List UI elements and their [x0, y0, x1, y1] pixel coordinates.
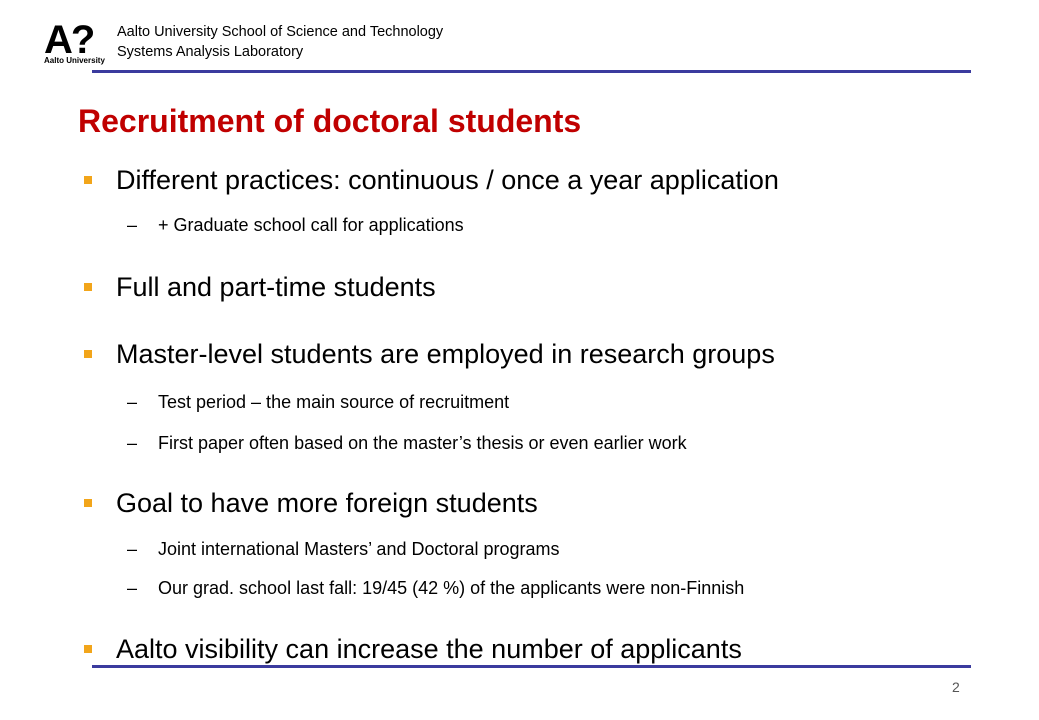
dash-marker: –	[127, 215, 138, 235]
bottom-divider	[92, 665, 971, 668]
slide-title: Recruitment of doctoral students	[78, 103, 582, 139]
bullet-square-icon	[84, 499, 92, 507]
dash-marker: –	[127, 578, 138, 598]
dash-marker: –	[127, 433, 138, 453]
page-number: 2	[952, 679, 960, 695]
dash-marker: –	[127, 392, 138, 412]
bullet-square-icon	[84, 645, 92, 653]
aalto-logo-mark: A?	[44, 18, 94, 62]
header-line-school: Aalto University School of Science and Technology	[117, 24, 444, 40]
bullet-square-icon	[84, 283, 92, 291]
slide-content: Different practices: continuous / once a year application – + Graduate school call for applications Full and part-time students Master-level students are employed in research groups – Test period – the main source of recruitment – First paper often based on the master’s thesis or even earlier work Goal to have more foreign students – Joint international Masters’ and Doctoral programs – Our grad. school last fall: 19/45 (42 %) of the applicants were non-Finnish Aalto visibility can increase the number of applicants	[0, 0, 1039, 720]
bullet-square-icon	[84, 176, 92, 184]
aalto-logo-text: Aalto University	[44, 56, 105, 65]
bullet-square-icon	[84, 350, 92, 358]
dash-marker: –	[127, 539, 138, 559]
header-line-lab: Systems Analysis Laboratory	[117, 44, 304, 60]
